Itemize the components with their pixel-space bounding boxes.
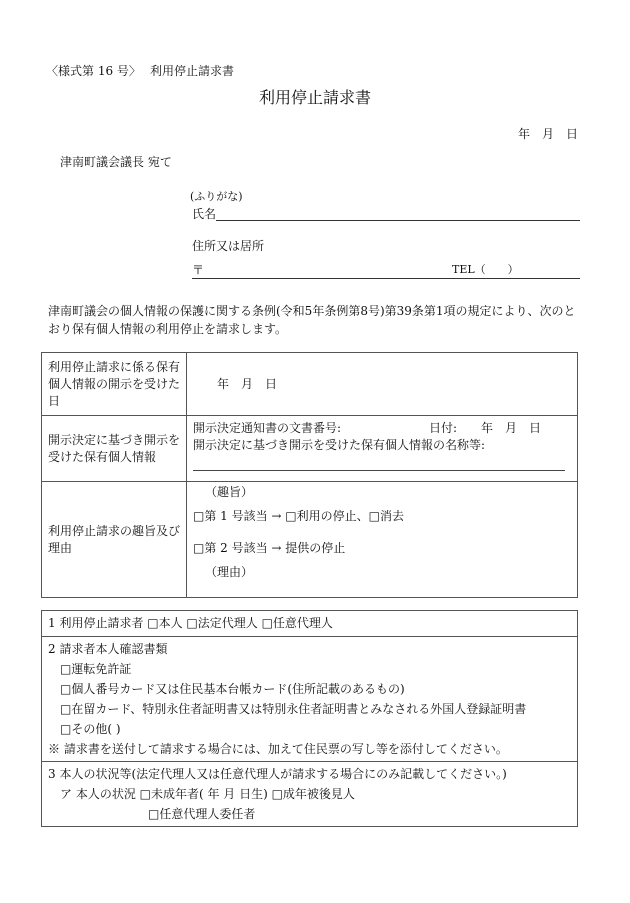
requester-type-options[interactable]: 1 利用停止請求者 □本人 □法定代理人 □任意代理人 [48,616,333,631]
address-field[interactable] [192,278,580,279]
page-title: 利用停止請求書 [258,88,371,107]
option-item-1-checkbox[interactable]: □第 1 号該当 → □利用の停止、□消去 [193,509,404,523]
requester-info-table [41,610,578,827]
table-row [42,353,578,416]
section-heading: 2 請求者本人確認書類 [48,642,168,656]
intro-line-2: おり保有個人情報の利用停止を請求します。 [48,322,288,336]
option-item-2-checkbox[interactable]: □第 2 号該当 → 提供の停止 [193,541,346,555]
document-number-field[interactable]: 開示決定通知書の文書番号: [193,421,342,435]
id-doc-checkbox[interactable]: □個人番号カード又は住民基本台帳カード(住所記載のあるもの) [60,682,405,696]
row-label: 受けた保有個人情報 [48,449,157,464]
row-label: 理由 [48,540,73,555]
form-name: 利用停止請求書 [150,64,235,78]
date-line: 年 月 日 [517,127,578,141]
tel-label: TEL（ ） [452,263,519,276]
request-details-table [41,352,578,598]
status-options[interactable]: ア 本人の状況 □未成年者( 年 月 日生) □成年被後見人 [60,787,355,801]
form-number: 〈様式第 16 号〉 [46,64,141,78]
note: ※ 請求書を送付して請求する場合には、加えて住民票の写し等を添付してください。 [48,742,508,756]
name-field[interactable] [216,220,580,221]
section-heading: 3 本人の状況等(法定代理人又は任意代理人が請求する場合にのみ記載してください。) [48,767,507,781]
row-label: 利用停止請求の趣旨及び [48,523,181,538]
status-option-checkbox[interactable]: □任意代理人委任者 [148,807,256,821]
postal-mark: 〒 [192,263,205,277]
table-row [42,482,578,598]
row-label: 個人情報の開示を受けた [48,376,181,391]
address-label: 住所又は居所 [192,239,265,253]
intro-line-1: 津南町議会の個人情報の保護に関する条例(令和5年条例第8号)第39条第1項の規定により、次のと [48,304,576,318]
id-doc-checkbox[interactable]: □その他( ) [60,722,121,736]
info-name-label: 開示決定に基づき開示を受けた保有個人情報の名称等: [193,438,486,452]
notice-date-field[interactable]: 日付: 年 月 日 [429,421,542,435]
table-row [42,637,578,762]
furigana-label: (ふりがな) [190,190,243,203]
info-name-field[interactable] [193,470,565,471]
id-doc-checkbox[interactable]: □在留カード、特別永住者証明書又は特別永住者証明書とみなされる外国人登録証明書 [60,702,527,716]
id-doc-checkbox[interactable]: □運転免許証 [60,662,132,676]
row-label: 利用停止請求に係る保有 [48,359,181,374]
row-label: 開示決定に基づき開示を [48,432,181,447]
disclosure-date-field[interactable]: 年 月 日 [217,376,278,391]
addressee: 津南町議会議長 宛て [60,155,172,169]
row-label: 日 [48,393,61,408]
table-row [42,611,578,637]
table-row [42,762,578,827]
purpose-heading: （趣旨） [205,485,254,499]
name-label: 氏名 [192,207,217,221]
table-row [42,416,578,482]
reason-heading: （理由） [205,565,254,579]
